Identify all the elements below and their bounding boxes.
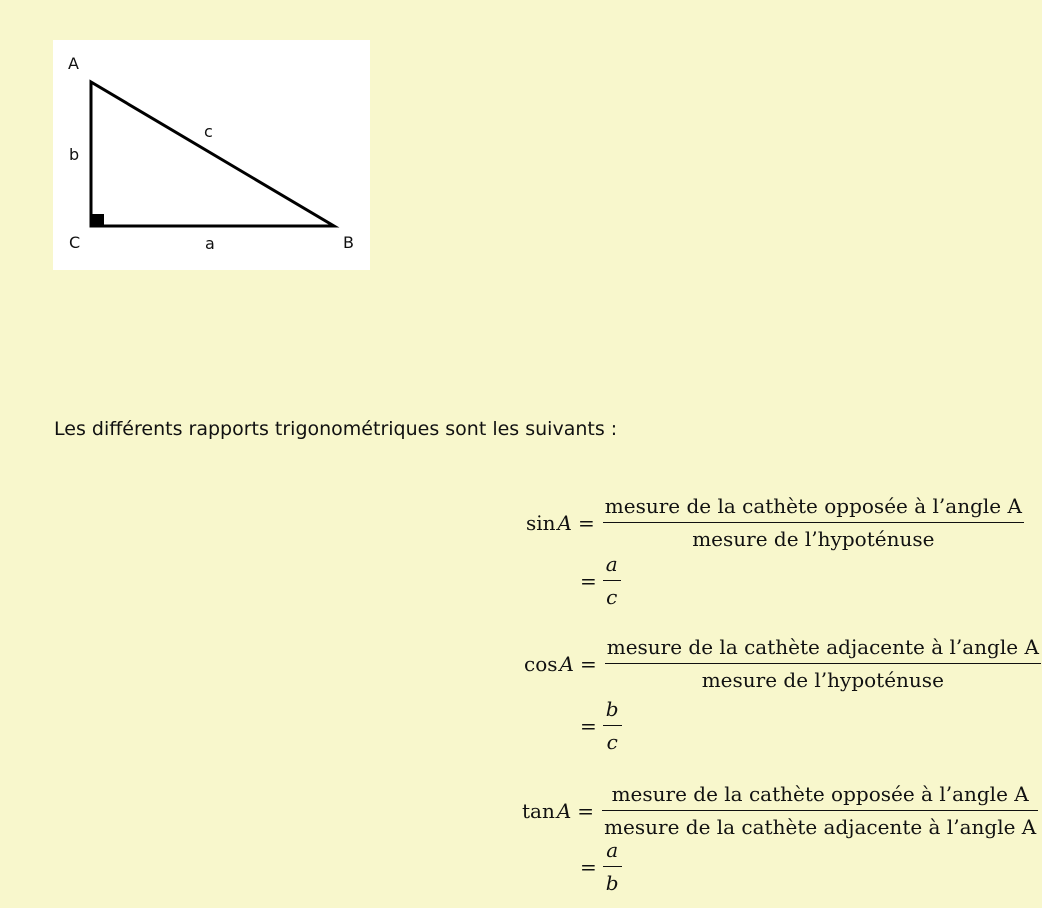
side-label-c: c — [204, 122, 213, 141]
tan-long-fraction — [602, 782, 1038, 839]
tan-equals: = — [577, 798, 595, 823]
sin-variable: A — [557, 510, 572, 535]
cos-lhs — [524, 652, 574, 676]
triangle-shape — [91, 82, 334, 226]
tan-short-numerator: a — [606, 838, 619, 862]
sin-lhs — [526, 511, 572, 535]
cos-long-denominator: mesure de l’hypoténuse — [701, 668, 944, 692]
sin-short-numerator: a — [605, 552, 618, 576]
intro-text: Les différents rapports trigonométriques sont les suivants : — [54, 418, 618, 440]
sin-short-formula — [580, 552, 621, 609]
cos-short-numerator: b — [605, 697, 619, 721]
sin-short-equals: = — [580, 568, 597, 593]
cos-short-equals: = — [580, 713, 597, 738]
sin-long-fraction — [603, 494, 1024, 551]
cos-long-numerator: mesure de la cathète adjacente à l’angle A — [606, 635, 1039, 659]
sin-long-numerator: mesure de la cathète opposée à l’angle A — [604, 494, 1022, 518]
sin-function-name: sin — [526, 510, 556, 535]
tan-formula — [522, 782, 1038, 839]
tan-short-denominator: b — [605, 871, 619, 895]
tan-long-numerator: mesure de la cathète opposée à l’angle A — [611, 782, 1029, 806]
cos-short-denominator: c — [606, 730, 618, 754]
cos-short-fraction — [603, 697, 622, 754]
tan-variable: A — [556, 798, 572, 823]
tan-short-fraction — [603, 838, 622, 895]
cos-variable: A — [559, 651, 574, 676]
side-label-b: b — [69, 145, 80, 164]
cos-function-name: cos — [524, 651, 558, 676]
tan-long-denominator: mesure de la cathète adjacente à l’angle A — [604, 815, 1037, 839]
cos-long-fraction — [605, 635, 1041, 692]
side-label-a: a — [205, 234, 215, 253]
cos-formula — [524, 635, 1041, 692]
vertex-label-a: A — [68, 54, 79, 73]
sin-short-fraction — [603, 552, 621, 609]
tan-lhs — [522, 799, 571, 823]
vertex-label-b: B — [343, 233, 354, 252]
cos-equals: = — [579, 651, 597, 676]
tan-function-name: tan — [522, 798, 555, 823]
tan-short-equals: = — [580, 854, 597, 879]
triangle-figure — [53, 40, 370, 270]
sin-formula — [526, 494, 1024, 551]
right-angle-marker — [91, 214, 104, 226]
tan-short-formula — [580, 838, 622, 895]
sin-short-denominator: c — [606, 585, 618, 609]
vertex-label-c: C — [69, 233, 81, 252]
sin-equals: = — [578, 510, 595, 535]
sin-long-denominator: mesure de l’hypoténuse — [692, 527, 935, 551]
cos-short-formula — [580, 697, 622, 754]
